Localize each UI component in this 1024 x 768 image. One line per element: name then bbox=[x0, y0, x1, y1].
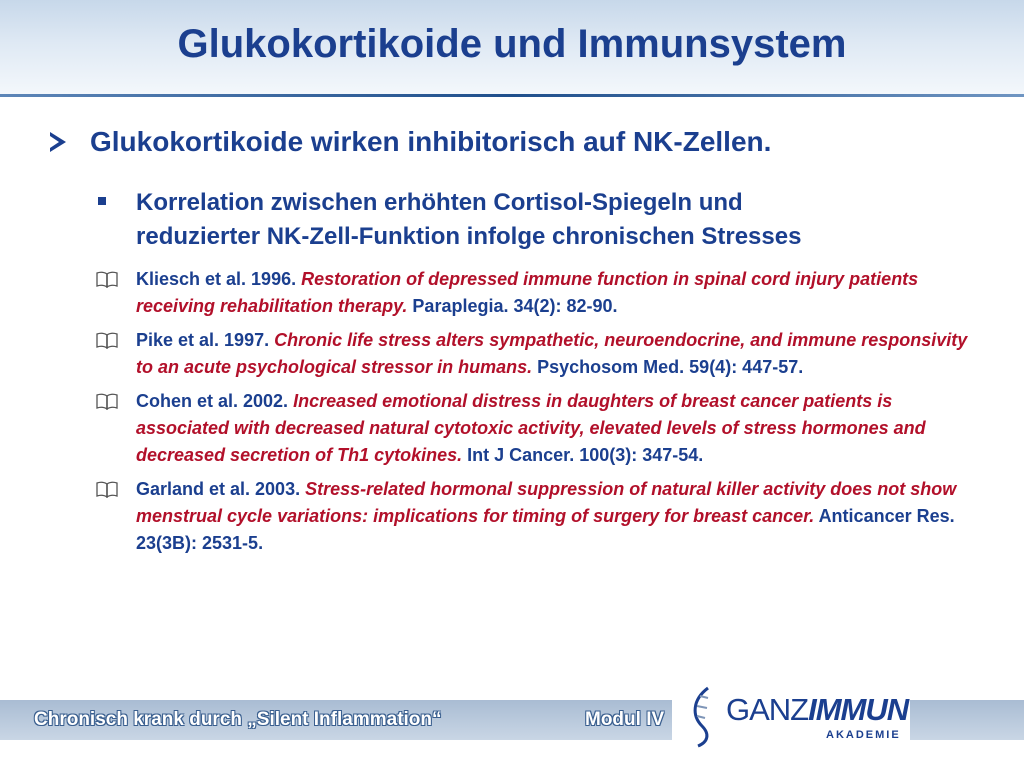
open-book-icon bbox=[96, 480, 118, 498]
sub-bullet-text bbox=[136, 186, 948, 254]
footer-course-title: Chronisch krank durch „Silent Inflammation“ bbox=[34, 709, 442, 730]
reference-source: Int J Cancer. 100(3): 347-54. bbox=[467, 445, 704, 465]
logo-wordmark bbox=[726, 692, 908, 728]
reference-list bbox=[96, 266, 976, 564]
reference-authors: Kliesch et al. 1996. bbox=[136, 269, 297, 289]
reference-title: Stress-related hormonal suppression of natural killer activity does not show menstrual cycle variations: implications for timing of surgery for breast cancer. bbox=[136, 479, 957, 526]
open-book-icon bbox=[96, 270, 118, 288]
reference-item bbox=[96, 388, 976, 469]
footer-module-label: Modul IV bbox=[585, 709, 665, 730]
reference-title: Increased emotional distress in daughters of breast cancer patients is associated with decreased natural cytotoxic activity, elevated levels of stress hormones and decreased secretion of Th1 cytokines. bbox=[136, 391, 926, 465]
logo-immun: IMMUN bbox=[808, 692, 909, 727]
reference-authors: Pike et al. 1997. bbox=[136, 330, 270, 350]
slide-title: Glukokortikoide und Immunsystem bbox=[177, 22, 847, 66]
sub-bullet-line-2: reduzierter NK-Zell-Funktion infolge chronischen Stresses bbox=[136, 223, 802, 250]
open-book-icon bbox=[96, 331, 118, 349]
reference-source: Paraplegia. 34(2): 82-90. bbox=[412, 296, 618, 316]
sub-bullet-line-1: Korrelation zwischen erhöhten Cortisol-Spiegeln und bbox=[136, 189, 743, 216]
reference-item bbox=[96, 476, 976, 557]
logo-akademie: AKADEMIE bbox=[826, 729, 901, 741]
main-bullet bbox=[50, 126, 771, 158]
footer-bar-right bbox=[910, 700, 1024, 740]
sub-bullet bbox=[98, 186, 948, 254]
reference-item bbox=[96, 266, 976, 320]
header-divider-line bbox=[0, 94, 1024, 97]
square-bullet-icon bbox=[98, 197, 106, 205]
helix-logo-icon bbox=[688, 686, 718, 748]
reference-authors: Garland et al. 2003. bbox=[136, 479, 301, 499]
reference-item bbox=[96, 327, 976, 381]
ganzimmun-logo bbox=[680, 686, 910, 748]
open-book-icon bbox=[96, 392, 118, 410]
reference-title: Chronic life stress alters sympathetic, neuroendocrine, and immune responsivity to an acute psychological stressor in humans. bbox=[136, 330, 968, 377]
reference-source: Psychosom Med. 59(4): 447-57. bbox=[537, 357, 804, 377]
main-bullet-text: Glukokortikoide wirken inhibitorisch auf NK-Zellen. bbox=[90, 126, 772, 157]
reference-authors: Cohen et al. 2002. bbox=[136, 391, 289, 411]
arrowhead-bullet-icon bbox=[50, 132, 66, 152]
reference-source: Anticancer Res. 23(3B): 2531-5. bbox=[136, 506, 955, 553]
logo-ganz: GANZ bbox=[726, 692, 809, 727]
reference-title: Restoration of depressed immune function in spinal cord injury patients receiving rehabilitation therapy. bbox=[136, 269, 919, 316]
